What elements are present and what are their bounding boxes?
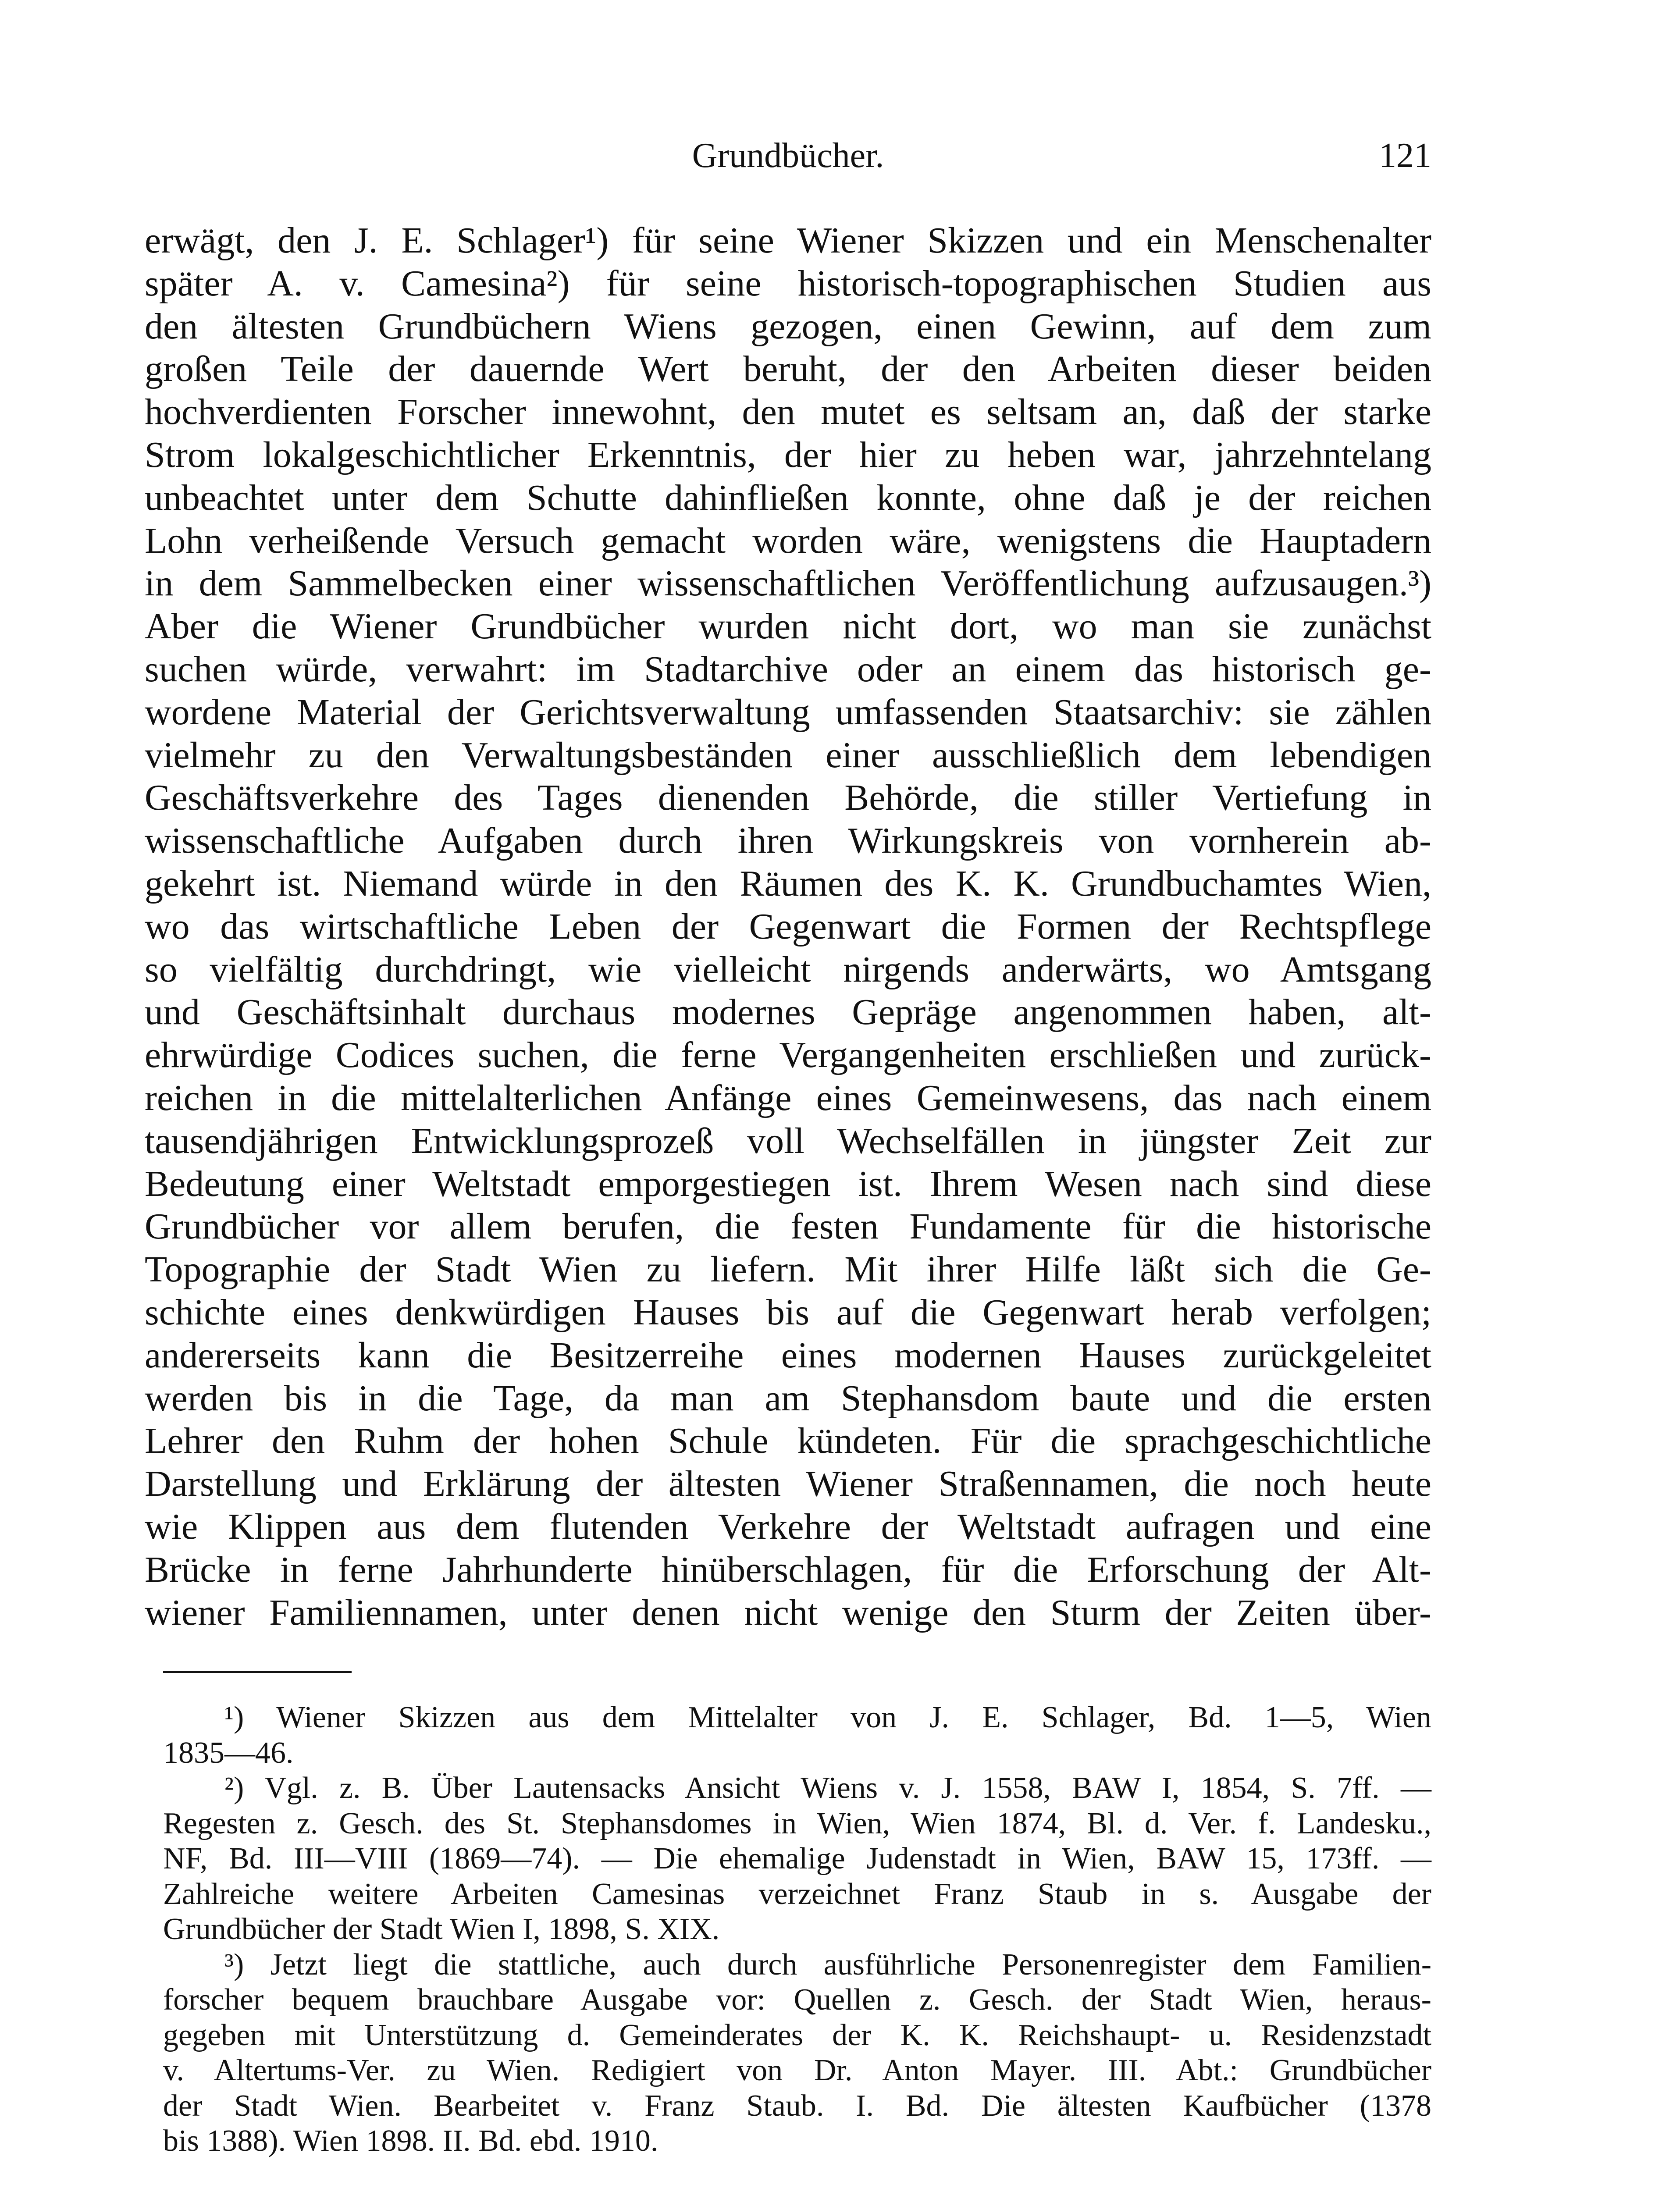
footnote-line: bis 1388). Wien 1898. II. Bd. ebd. 1910. (163, 2124, 658, 2158)
footnote-line: ¹) Wiener Skizzen aus dem Mittelalter von J. E. Schlager, Bd. 1—5, Wien (224, 1701, 1431, 1735)
page-number: 121 (1379, 136, 1431, 175)
text-line: suchen würde, verwahrt: im Stadtarchive oder an einem das historisch ge- (145, 648, 1431, 690)
text-line: später A. v. Camesina²) für seine historisch-topographischen Studien aus (145, 263, 1431, 304)
text-line: Lehrer den Ruhm der hohen Schule kündeten. Für die sprachgeschichtliche (145, 1420, 1431, 1462)
footnote-line: Grundbücher der Stadt Wien I, 1898, S. XIX. (163, 1912, 720, 1946)
text-line: wo das wirtschaftliche Leben der Gegenwart die Formen der Rechtspflege (145, 906, 1431, 947)
text-line: so vielfältig durchdringt, wie vielleicht nirgends anderwärts, wo Amtsgang (145, 949, 1431, 990)
text-line: tausendjährigen Entwicklungsprozeß voll Wechselfällen in jüngster Zeit zur (145, 1120, 1431, 1161)
text-line: hochverdienten Forscher innewohnt, den mutet es seltsam an, daß der starke (145, 391, 1431, 433)
text-line: Lohn verheißende Versuch gemacht worden wäre, wenigstens die Hauptadern (145, 520, 1431, 561)
body-text (145, 219, 1431, 1634)
text-line: andererseits kann die Besitzerreihe eines modernen Hauses zurückgeleitet (145, 1334, 1431, 1376)
text-line: Geschäftsverkehre des Tages dienenden Behörde, die stiller Vertiefung in (145, 777, 1431, 818)
footnote-line: ³) Jetzt liegt die stattliche, auch durch ausführliche Personenregister dem Familien- (224, 1947, 1431, 1982)
text-line: Bedeutung einer Weltstadt emporgestiegen ist. Ihrem Wesen nach sind diese (145, 1163, 1431, 1204)
footnote-line: Regesten z. Gesch. des St. Stephansdomes in Wien, Wien 1874, Bl. d. Ver. f. Landesku., (163, 1806, 1431, 1840)
footnote-line: v. Altertums-Ver. zu Wien. Redigiert von Dr. Anton Mayer. III. Abt.: Grundbücher (163, 2053, 1431, 2088)
text-line: wordene Material der Gerichtsverwaltung umfassenden Staatsarchiv: sie zählen (145, 691, 1431, 733)
running-title: Grundbücher. (692, 136, 884, 175)
text-line: wiener Familiennamen, unter denen nicht wenige den Sturm der Zeiten über- (145, 1592, 1431, 1633)
footnote-line: NF, Bd. III—VIII (1869—74). — Die ehemalige Judenstadt in Wien, BAW 15, 173ff. — (163, 1842, 1431, 1876)
text-line: Aber die Wiener Grundbücher wurden nicht dort, wo man sie zunächst (145, 606, 1431, 647)
footnote-line: ²) Vgl. z. B. Über Lautensacks Ansicht Wiens v. J. 1558, BAW I, 1854, S. 7ff. — (224, 1771, 1431, 1805)
text-line: erwägt, den J. E. Schlager¹) für seine Wiener Skizzen und ein Menschenalter (145, 220, 1431, 261)
text-line: wie Klippen aus dem flutenden Verkehre der Weltstadt aufragen und eine (145, 1506, 1431, 1547)
text-line: unbeachtet unter dem Schutte dahinfließen konnte, ohne daß je der reichen (145, 477, 1431, 518)
text-line: vielmehr zu den Verwaltungsbeständen einer ausschließlich dem lebendigen (145, 734, 1431, 776)
text-line: und Geschäftsinhalt durchaus modernes Gepräge angenommen haben, alt- (145, 992, 1431, 1033)
footnotes (163, 1700, 1431, 2159)
footnote-line: Zahlreiche weitere Arbeiten Camesinas verzeichnet Franz Staub in s. Ausgabe der (163, 1877, 1431, 1911)
footnote-line: 1835—46. (163, 1736, 294, 1770)
text-line: wissenschaftliche Aufgaben durch ihren Wirkungskreis von vornherein ab- (145, 820, 1431, 861)
text-line: Darstellung und Erklärung der ältesten Wiener Straßennamen, die noch heute (145, 1463, 1431, 1505)
text-line: werden bis in die Tage, da man am Stephansdom baute und die ersten (145, 1377, 1431, 1419)
text-line: Topographie der Stadt Wien zu liefern. Mit ihrer Hilfe läßt sich die Ge- (145, 1249, 1431, 1290)
footnote-divider (163, 1671, 352, 1673)
text-line: den ältesten Grundbüchern Wiens gezogen, einen Gewinn, auf dem zum (145, 306, 1431, 347)
text-line: gekehrt ist. Niemand würde in den Räumen des K. K. Grundbuchamtes Wien, (145, 863, 1431, 904)
page-header (145, 134, 1431, 178)
text-line: Brücke in ferne Jahrhunderte hinüberschlagen, für die Erforschung der Alt- (145, 1549, 1431, 1590)
text-line: in dem Sammelbecken einer wissenschaftlichen Veröffentlichung aufzusaugen.³) (145, 563, 1431, 604)
footnote-line: gegeben mit Unterstützung d. Gemeinderates der K. K. Reichshaupt- u. Residenzstadt (163, 2018, 1431, 2052)
text-line: großen Teile der dauernde Wert beruht, der den Arbeiten dieser beiden (145, 349, 1431, 390)
text-line: ehrwürdige Codices suchen, die ferne Vergangenheiten erschließen und zurück- (145, 1035, 1431, 1076)
text-line: reichen in die mittelalterlichen Anfänge eines Gemeinwesens, das nach einem (145, 1077, 1431, 1118)
text-line: Strom lokalgeschichtlicher Erkenntnis, der hier zu heben war, jahrzehntelang (145, 434, 1431, 475)
footnote-line: forscher bequem brauchbare Ausgabe vor: Quellen z. Gesch. der Stadt Wien, heraus- (163, 1983, 1431, 2017)
text-line: schichte eines denkwürdigen Hauses bis auf die Gegenwart herab verfolgen; (145, 1292, 1431, 1333)
text-line: Grundbücher vor allem berufen, die festen Fundamente für die historische (145, 1206, 1431, 1247)
footnote-line: der Stadt Wien. Bearbeitet v. Franz Staub. I. Bd. Die ältesten Kaufbücher (1378 (163, 2089, 1431, 2123)
